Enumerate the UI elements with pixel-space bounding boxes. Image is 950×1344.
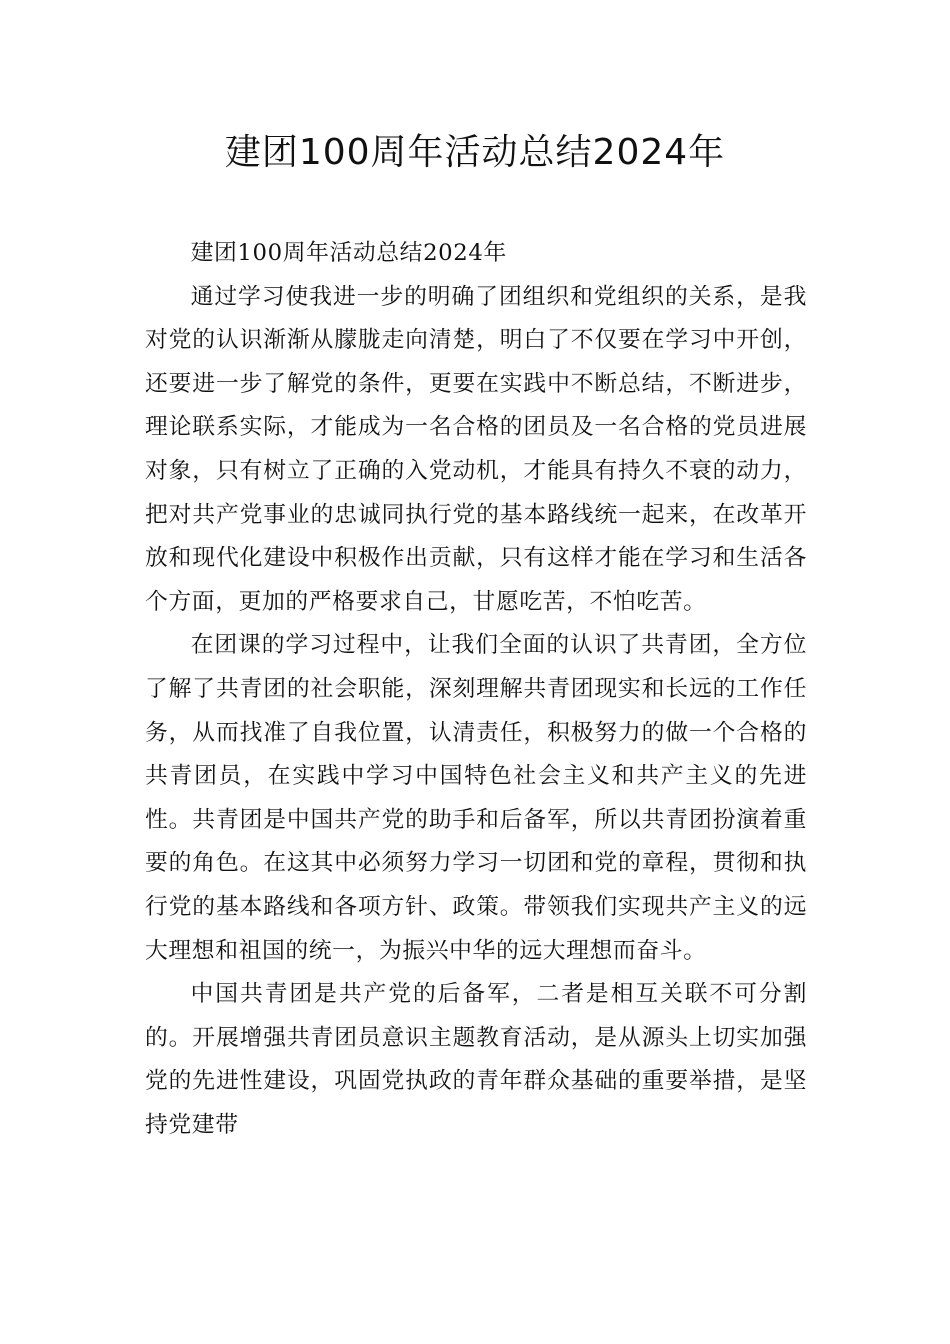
document-body — [145, 232, 807, 1147]
paragraph: 建团100周年活动总结2024年 — [190, 240, 507, 266]
document-title: 建团100周年活动总结2024年 — [224, 132, 726, 173]
paragraph: 中国共青团是共产党的后备军，二者是相互关联不可分割的。开展增强共青团员意识主题教育活动，是从源头上切实加强党的先进性建设，巩固党执政的青年群众基础的重要举措，是坚持党建带 — [145, 981, 807, 1138]
paragraph: 通过学习使我进一步的明确了团组织和党组织的关系，是我对党的认识渐渐从朦胧走向清楚，明白了不仅要在学习中开创，还要进一步了解党的条件，更要在实践中不断总结，不断进步，理论联系实际，才能成为一名合格的团员及一名合格的党员进展对象，只有树立了正确的入党动机，才能具有持久不衰的动力，把对共产党事业的忠诚同执行党的基本路线统一起来，在改革开放和现代化建设中积极作出贡献，只有这样才能在学习和生活各个方面，更加的严格要求自己，甘愿吃苦，不怕吃苦。 — [145, 283, 807, 615]
paragraph: 在团课的学习过程中，让我们全面的认识了共青团，全方位了解了共青团的社会职能，深刻理解共青团现实和长远的工作任务，从而找准了自我位置，认清责任，积极努力的做一个合格的共青团员，在实践中学习中国特色社会主义和共产主义的先进性。共青团是中国共产党的助手和后备军，所以共青团扮演着重要的角色。在这其中必须努力学习一切团和党的章程，贯彻和执行党的基本路线和各项方针、政策。带领我们实现共产主义的远大理想和祖国的统一，为振兴中华的远大理想而奋斗。 — [145, 632, 807, 964]
